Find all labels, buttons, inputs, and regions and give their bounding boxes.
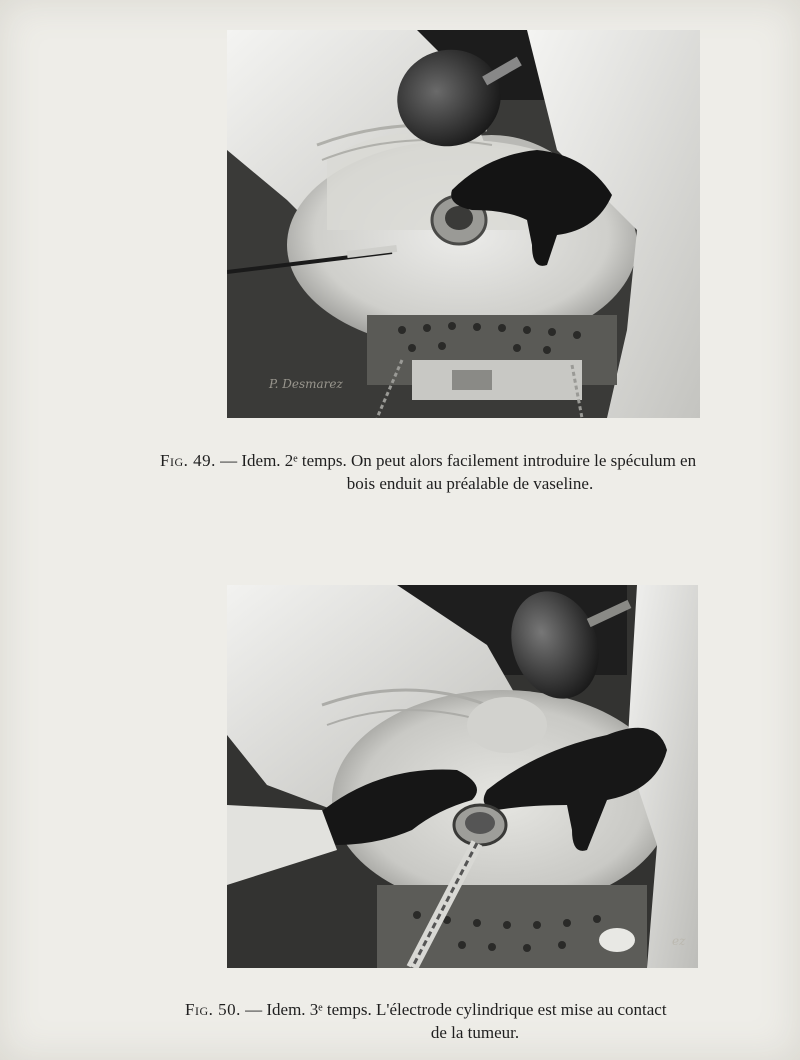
figure-50-caption (185, 998, 765, 1044)
figure-49-caption-line1: — Idem. 2ᵉ temps. On peut alors facilement introduire le spéculum en (215, 451, 697, 470)
figure-50-photograph (227, 585, 698, 968)
figure-49-label: Fig. 49. (160, 451, 216, 470)
figure-50-caption-line2: de la tumeur. (430, 1023, 520, 1042)
figure-49-photograph (227, 30, 700, 418)
figure-50-label: Fig. 50. (185, 1000, 241, 1019)
figure-50-caption-line1: — Idem. 3ᵉ temps. L'électrode cylindrique est mise au contact (240, 1000, 667, 1019)
figure-49-caption (160, 449, 780, 495)
figure-49-signature: P. Desmarez (269, 377, 343, 391)
figure-49-caption-line2: bois enduit au préalable de vaseline. (346, 474, 594, 493)
figure-50-signature: ez (672, 934, 686, 948)
